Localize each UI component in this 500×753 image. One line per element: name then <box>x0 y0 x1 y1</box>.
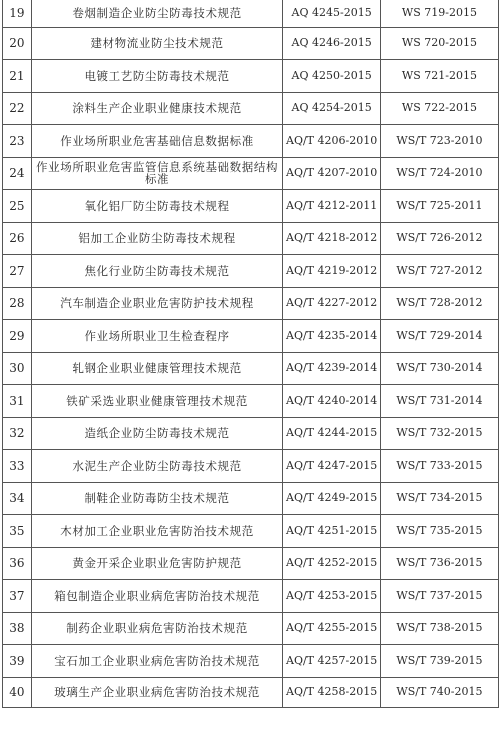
standard-name: 轧钢企业职业健康管理技术规范 <box>31 352 283 385</box>
ws-code: WS 721-2015 <box>380 60 498 93</box>
row-number: 38 <box>3 612 32 645</box>
aq-code: AQ/T 4257-2015 <box>283 645 381 678</box>
standard-name: 作业场所职业危害基础信息数据标准 <box>31 125 283 158</box>
ws-code: WS/T 727-2012 <box>380 255 498 288</box>
standard-name: 焦化行业防尘防毒技术规范 <box>31 255 283 288</box>
ws-code: WS/T 728-2012 <box>380 287 498 320</box>
row-number: 19 <box>3 0 32 27</box>
row-number: 21 <box>3 60 32 93</box>
standard-name: 水泥生产企业防尘防毒技术规范 <box>31 450 283 483</box>
table-row <box>3 385 499 418</box>
aq-code: AQ 4246-2015 <box>283 27 381 60</box>
table-row <box>3 27 499 60</box>
ws-code: WS/T 733-2015 <box>380 450 498 483</box>
standard-name: 铁矿采选业职业健康管理技术规范 <box>31 385 283 418</box>
table-row <box>3 677 499 707</box>
standard-name: 作业场所职业卫生检查程序 <box>31 320 283 353</box>
aq-code: AQ/T 4240-2014 <box>283 385 381 418</box>
table-row <box>3 287 499 320</box>
aq-code: AQ/T 4219-2012 <box>283 255 381 288</box>
aq-code: AQ/T 4251-2015 <box>283 515 381 548</box>
standard-name: 玻璃生产企业职业病危害防治技术规范 <box>31 677 283 707</box>
row-number: 31 <box>3 385 32 418</box>
ws-code: WS/T 740-2015 <box>380 677 498 707</box>
ws-code: WS/T 730-2014 <box>380 352 498 385</box>
ws-code: WS/T 732-2015 <box>380 417 498 450</box>
table-row <box>3 482 499 515</box>
aq-code: AQ/T 4249-2015 <box>283 482 381 515</box>
table-row <box>3 320 499 353</box>
table-row <box>3 547 499 580</box>
row-number: 33 <box>3 450 32 483</box>
ws-code: WS/T 729-2014 <box>380 320 498 353</box>
ws-code: WS 720-2015 <box>380 27 498 60</box>
ws-code: WS/T 738-2015 <box>380 612 498 645</box>
aq-code: AQ/T 4206-2010 <box>283 125 381 158</box>
row-number: 20 <box>3 27 32 60</box>
standard-name: 造纸企业防尘防毒技术规范 <box>31 417 283 450</box>
table-row <box>3 580 499 613</box>
table-row <box>3 255 499 288</box>
table-row <box>3 190 499 223</box>
standard-name: 卷烟制造企业防尘防毒技术规范 <box>31 0 283 27</box>
table-row <box>3 417 499 450</box>
row-number: 34 <box>3 482 32 515</box>
ws-code: WS/T 734-2015 <box>380 482 498 515</box>
aq-code: AQ/T 4207-2010 <box>283 157 381 190</box>
row-number: 26 <box>3 222 32 255</box>
table-row <box>3 515 499 548</box>
table-row <box>3 92 499 125</box>
ws-code: WS/T 725-2011 <box>380 190 498 223</box>
table-row <box>3 612 499 645</box>
aq-code: AQ 4250-2015 <box>283 60 381 93</box>
standard-name: 箱包制造企业职业病危害防治技术规范 <box>31 580 283 613</box>
ws-code: WS/T 737-2015 <box>380 580 498 613</box>
row-number: 37 <box>3 580 32 613</box>
standards-table <box>2 0 499 708</box>
aq-code: AQ/T 4247-2015 <box>283 450 381 483</box>
ws-code: WS 719-2015 <box>380 0 498 27</box>
aq-code: AQ/T 4258-2015 <box>283 677 381 707</box>
ws-code: WS/T 726-2012 <box>380 222 498 255</box>
ws-code: WS/T 736-2015 <box>380 547 498 580</box>
row-number: 40 <box>3 677 32 707</box>
aq-code: AQ/T 4253-2015 <box>283 580 381 613</box>
standard-name: 作业场所职业危害监管信息系统基础数据结构标准 <box>31 157 283 190</box>
ws-code: WS/T 739-2015 <box>380 645 498 678</box>
standard-name: 黄金开采企业职业危害防护规范 <box>31 547 283 580</box>
table-row <box>3 60 499 93</box>
aq-code: AQ/T 4252-2015 <box>283 547 381 580</box>
row-number: 36 <box>3 547 32 580</box>
table-row <box>3 157 499 190</box>
aq-code: AQ/T 4218-2012 <box>283 222 381 255</box>
standard-name: 木材加工企业职业危害防治技术规范 <box>31 515 283 548</box>
aq-code: AQ/T 4212-2011 <box>283 190 381 223</box>
table-row <box>3 450 499 483</box>
ws-code: WS/T 724-2010 <box>380 157 498 190</box>
row-number: 39 <box>3 645 32 678</box>
table-row <box>3 0 499 27</box>
row-number: 24 <box>3 157 32 190</box>
standard-name: 氧化铝厂防尘防毒技术规程 <box>31 190 283 223</box>
aq-code: AQ 4254-2015 <box>283 92 381 125</box>
table-row <box>3 645 499 678</box>
standard-name: 涂料生产企业职业健康技术规范 <box>31 92 283 125</box>
aq-code: AQ/T 4227-2012 <box>283 287 381 320</box>
aq-code: AQ/T 4239-2014 <box>283 352 381 385</box>
standard-name: 铝加工企业防尘防毒技术规程 <box>31 222 283 255</box>
row-number: 25 <box>3 190 32 223</box>
row-number: 22 <box>3 92 32 125</box>
standard-name: 电镀工艺防尘防毒技术规范 <box>31 60 283 93</box>
standard-name: 汽车制造企业职业危害防护技术规程 <box>31 287 283 320</box>
aq-code: AQ/T 4244-2015 <box>283 417 381 450</box>
ws-code: WS/T 723-2010 <box>380 125 498 158</box>
row-number: 35 <box>3 515 32 548</box>
ws-code: WS/T 731-2014 <box>380 385 498 418</box>
standard-name: 宝石加工企业职业病危害防治技术规范 <box>31 645 283 678</box>
table-row <box>3 352 499 385</box>
aq-code: AQ/T 4255-2015 <box>283 612 381 645</box>
row-number: 30 <box>3 352 32 385</box>
aq-code: AQ/T 4235-2014 <box>283 320 381 353</box>
row-number: 32 <box>3 417 32 450</box>
standard-name: 制鞋企业防毒防尘技术规范 <box>31 482 283 515</box>
row-number: 23 <box>3 125 32 158</box>
ws-code: WS/T 735-2015 <box>380 515 498 548</box>
row-number: 28 <box>3 287 32 320</box>
row-number: 29 <box>3 320 32 353</box>
ws-code: WS 722-2015 <box>380 92 498 125</box>
standard-name: 制药企业职业病危害防治技术规范 <box>31 612 283 645</box>
aq-code: AQ 4245-2015 <box>283 0 381 27</box>
row-number: 27 <box>3 255 32 288</box>
table-row <box>3 222 499 255</box>
standard-name: 建材物流业防尘技术规范 <box>31 27 283 60</box>
table-row <box>3 125 499 158</box>
standards-table-body <box>3 0 499 707</box>
